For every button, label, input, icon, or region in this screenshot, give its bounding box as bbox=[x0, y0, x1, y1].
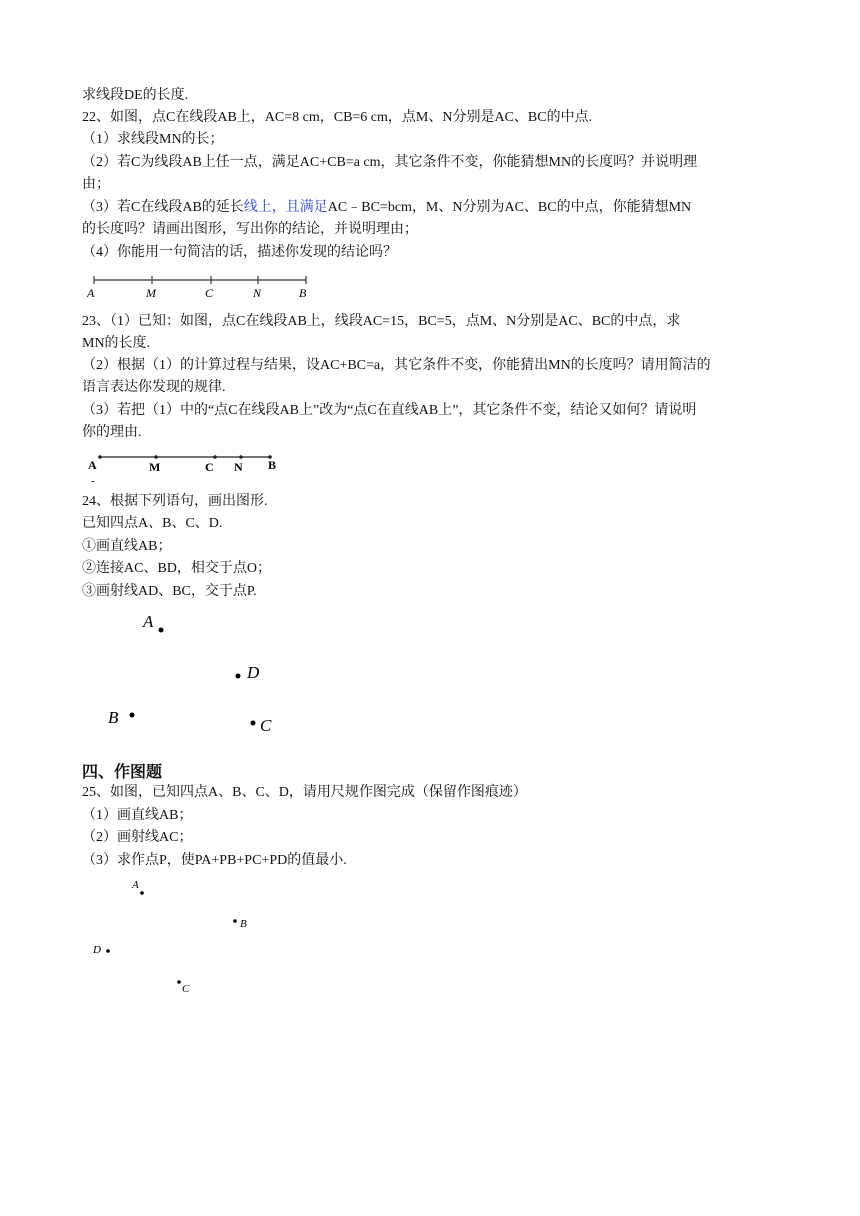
question-23-part-3: （3）若把（1）中的“点C在线段AB上”改为“点C在直线AB上”，其它条件不变，结论又如何？请说明 bbox=[82, 403, 697, 418]
fig24-label-d: D bbox=[247, 663, 260, 682]
question-22-part-1: （1）求线段MN的长； bbox=[82, 132, 224, 147]
fig25-label-d: D bbox=[93, 944, 101, 956]
fig24-point-b bbox=[130, 713, 135, 718]
fig25-point-c bbox=[177, 980, 181, 984]
question-25: 25、如图，已知四点A、B、C、D，请用尺规作图完成（保留作图痕迹） bbox=[82, 785, 527, 800]
figure-23-segment bbox=[84, 450, 294, 486]
question-23-part-1: 23、（1）已知：如图，点C在线段AB上，线段AC=15，BC=5，点M、N分别是AC、BC的中点，求 bbox=[82, 314, 681, 329]
fig24-label-a: A bbox=[143, 612, 154, 631]
fig25-label-c: C bbox=[182, 983, 190, 995]
fig23-label-n: N bbox=[234, 460, 243, 474]
fig25-point-b bbox=[233, 919, 237, 923]
fig22-label-a: A bbox=[87, 286, 95, 300]
question-24: 24、根据下列语句，画出图形. bbox=[82, 494, 268, 509]
fig24-point-a bbox=[159, 628, 164, 633]
fig22-label-n: N bbox=[253, 286, 262, 300]
question-25-step-1: （1）画直线AB； bbox=[82, 808, 193, 823]
fig24-label-b: B bbox=[108, 708, 119, 727]
figure-22-segment bbox=[80, 272, 320, 302]
text-line: 求线段DE的长度. bbox=[82, 88, 189, 103]
fig25-label-a: A bbox=[132, 879, 139, 891]
question-24-given: 已知四点A、B、C、D. bbox=[82, 516, 223, 531]
fig22-label-c: C bbox=[205, 286, 214, 300]
fig25-point-a bbox=[140, 891, 144, 895]
fig22-label-b: B bbox=[299, 286, 307, 300]
question-23-part-3-cont: 你的理由. bbox=[82, 425, 142, 440]
question-22-part-4: （4）你能用一句简洁的话，描述你发现的结论吗？ bbox=[82, 245, 397, 260]
question-23-part-2: （2）根据（1）的计算过程与结果，设AC+BC=a，其它条件不变，你能猜出MN的长度吗？请用简洁的 bbox=[82, 358, 711, 373]
fig25-point-d bbox=[106, 949, 110, 953]
question-22-part-2-cont: 由； bbox=[82, 177, 110, 192]
figure-24-points bbox=[100, 605, 300, 745]
fig23-dash: - bbox=[91, 475, 95, 486]
figure-25-points bbox=[85, 875, 265, 1000]
question-25-step-2: （2）画射线AC； bbox=[82, 830, 193, 845]
question-25-step-3: （3）求作点P，使PA+PB+PC+PD的值最小. bbox=[82, 853, 347, 868]
fig23-label-b: B bbox=[268, 458, 277, 472]
question-22-part-3-cont: 的长度吗？请画出图形，写出你的结论，并说明理由； bbox=[82, 222, 418, 237]
fig24-point-c bbox=[251, 721, 256, 726]
question-23-part-1-cont: MN的长度. bbox=[82, 336, 151, 351]
fig24-point-d bbox=[236, 674, 241, 679]
question-24-step-3: ③画射线AD、BC，交于点P. bbox=[82, 584, 257, 599]
question-24-step-1: ①画直线AB； bbox=[82, 539, 172, 554]
question-22: 22、如图，点C在线段AB上，AC=8 cm，CB=6 cm，点M、N分别是AC、BC的中点. bbox=[82, 110, 593, 125]
question-22-part-2: （2）若C为线段AB上任一点，满足AC+CB=a cm，其它条件不变，你能猜想MN的长度吗？并说明理 bbox=[82, 155, 698, 170]
section-heading: 四、作图题 bbox=[82, 762, 163, 781]
q22-3-pre: （3）若C在线段AB的延长 bbox=[82, 200, 244, 215]
fig24-label-c: C bbox=[260, 716, 272, 735]
fig23-label-c: C bbox=[205, 460, 214, 474]
q22-3-blue: 线上，且满足 bbox=[243, 200, 328, 215]
fig22-label-m: M bbox=[146, 286, 156, 300]
fig25-label-b: B bbox=[240, 918, 247, 930]
fig23-label-m: M bbox=[149, 460, 161, 474]
question-24-step-2: ②连接AC、BD，相交于点O； bbox=[82, 561, 272, 576]
question-23-part-2-cont: 语言表达你发现的规律. bbox=[82, 380, 226, 395]
question-22-part-3 bbox=[82, 198, 691, 218]
fig23-label-a: A bbox=[88, 458, 97, 472]
q22-3-post: AC﹣BC=bcm，M、N分别为AC、BC的中点，你能猜想MN bbox=[327, 200, 692, 215]
